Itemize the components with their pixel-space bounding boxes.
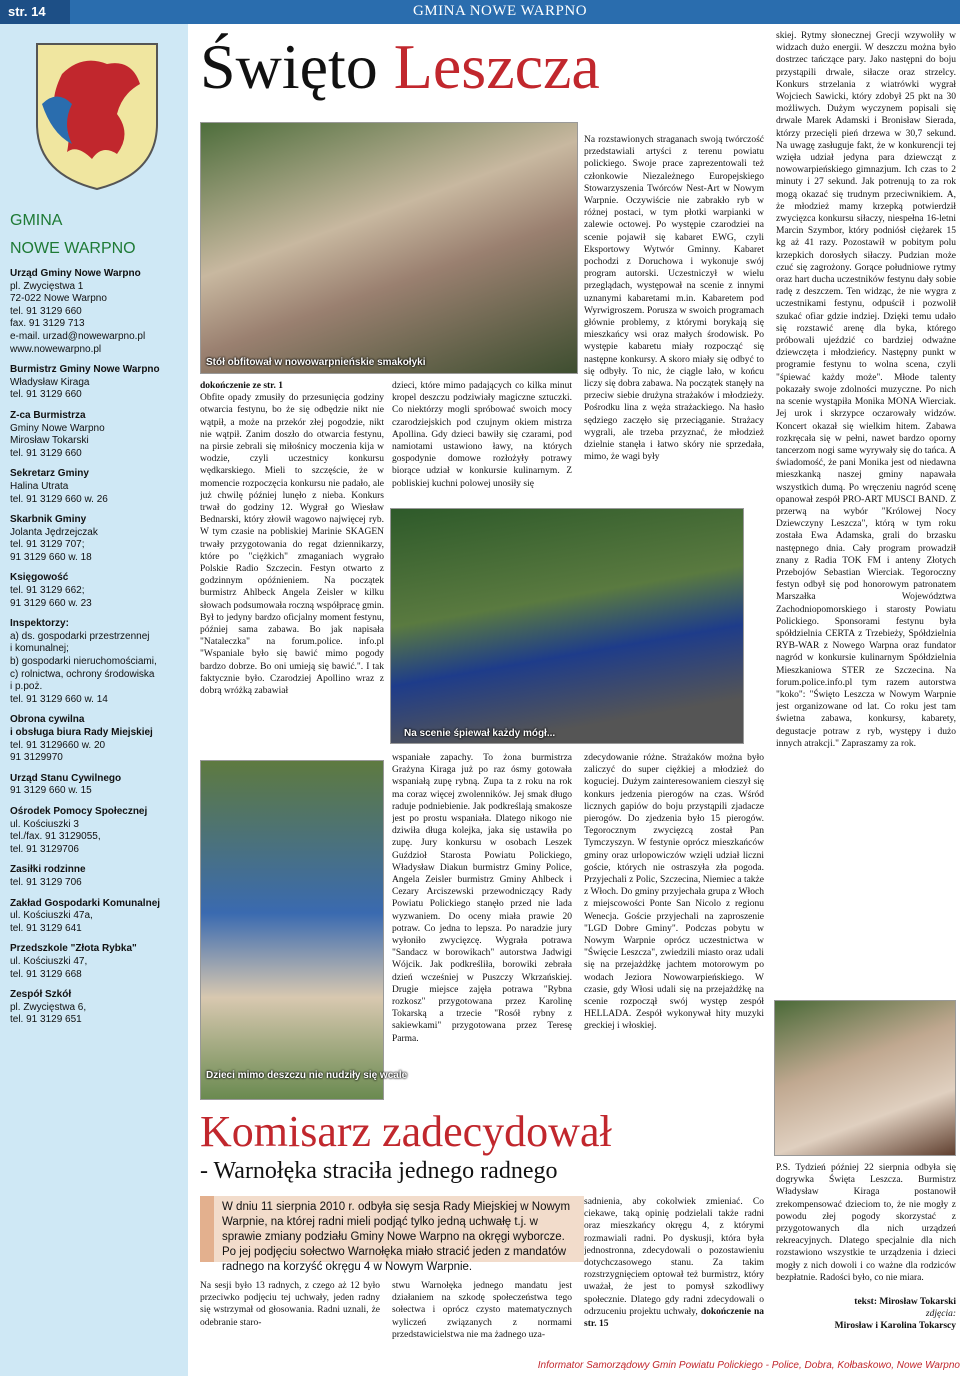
sidebar-line: Obrona cywilna xyxy=(10,714,85,726)
sidebar-line: Księgowość xyxy=(10,572,69,584)
sidebar-line xyxy=(10,460,186,468)
sidebar-line: ul. Kościuszki 3 xyxy=(10,818,79,830)
sidebar-line: tel. 91 3129 660 w. 14 xyxy=(10,693,108,705)
sidebar-line: tel. 91 3129 707; xyxy=(10,539,85,551)
sidebar-line xyxy=(10,798,186,806)
sidebar-line: Zasiłki rodzinne xyxy=(10,864,86,876)
title-part-2: Leszcza xyxy=(393,31,600,102)
sidebar-line: 91 3129 660 w. 15 xyxy=(10,785,92,797)
sidebar-line: fax. 91 3129 713 xyxy=(10,318,85,330)
sidebar-line: Przedszkole "Złota Rybka" xyxy=(10,943,137,955)
sidebar-line: e-mail. urzad@nowewarpno.pl xyxy=(10,330,146,342)
sidebar-contacts xyxy=(10,268,186,1027)
article2-subtitle: - Warnołęka straciła jednego radnego xyxy=(200,1158,558,1184)
continued-note: dokończenie na str. 15 xyxy=(584,1306,764,1330)
sidebar-line xyxy=(10,856,186,864)
sidebar-line: 72-022 Nowe Warpno xyxy=(10,293,107,305)
photo-child xyxy=(200,760,384,1100)
coat-of-arms-icon xyxy=(22,34,172,194)
article2-title: Komisarz zadecydował xyxy=(200,1107,612,1156)
sidebar-line: tel. 91 3129 660 xyxy=(10,305,82,317)
sidebar-line: i komunalnej; xyxy=(10,643,69,655)
section-title: GMINA NOWE WARPNO xyxy=(412,3,588,19)
sidebar-line: Władysław Kiraga xyxy=(10,376,90,388)
sidebar-line: 91 3129 660 w. 23 xyxy=(10,597,92,609)
article1-col3b: zdecydowanie różne. Strażaków można było zaliczyć do super ciężkiej a młodzież do koguciej. Dużym zainteresowaniem cieszył się konkurs jedzenia pierogów na czas. Wśród licznych gapiów do boju przystąpili zjadacze pierogów. Do zjedzenia było 15 pierogów. Tegorocznym zwycięzcą został Pan Tymczyszyn. W festynie oprócz mieszkańców gminy oraz urlopowiczów wzięli udział liczni goście, których nie ostraszyła zła pogoda. Przyjechali z Polic, Szczecina, Niemiec a także z Włoch. Do gminy przyjechała grupa z Włoch z miejscowości Ponte San Nicolo z regionu Wenecja. Goście przyjechali na zaproszenie "LGD Dobre Gminy". Podczas pobytu w Nowym Warpnie oprócz uczestnictwa w "Święcie Leszcza", zwiedzili miasto oraz udali się na przejażdżkę jachtem motorowym po wodach Jeziora Nowowarpieńskiego. W czasie, gdy Włosi udali się na przejażdżkę na scenie rozpoczął swój występ zespół HELLADA. Zespół wykonywał hity muzyki greckiej i włoskiej. xyxy=(584,753,764,1032)
sidebar-line: 91 3129970 xyxy=(10,752,63,764)
photo-stage xyxy=(390,508,744,744)
article1-col1: dokończenie ze str. 1 Obfite opady zmusiły do przesunięcia godziny otwarcia festynu, bo że się odbędzie nikt nie wątpił, a może na przekór złej pogodzie, nikt nie wątpił. Zanim doszło do otwarcia festynu, na pirsie zebrali się miłośnicy moczenia kija w wodzie, czyli uczestnicy konkursu wędkarskiego. Mieli to szczęście, że w momencie rozpoczęcia konkursu nie padało, ale już chwilę później lunęło z nieba. Konkurs trwał do godziny 12. Wygrał go Wiesław Bednarski, który złowił wagowo najwięcej ryb. W tym czasie na pobliskiej Marinie SKAGEN trwały przygotowania do regat dziennikarzy, które po "ciężkich" zmaganiach wygrało Polskie Radio Szczecin. Festyn otwarto z godzinnym opóźnieniem. Na początek burmistrz Ahlbeck Angela Zeisler w kilku słowach podsumowała roczną współpracę gmin. Był to jedyny bardzo oficjalny moment festynu, później sama zabawa. Bo jak napisała "Nataleczka" na forum.police. info.pl "Wspaniale było się bawić mimo pogody bardzo dobrze. Bo oni umieją się bawić.". I tak faktycznie było. Czarodziej Apollino wraz z dobrą wróżką zabawiał xyxy=(200,381,384,697)
article1-col2: dzieci, które mimo padających co kilka minut kropel deszczu podziwiały magiczne sztuczki. Co niektórzy mogli spróbować swoich mocy czarodziejskich pod czujnym okiem mistrza Apollina. Gdy dzieci bawiły się czarami, pod namiotami ustawiono ławy, na których gospodynie domowe rozłożyły potrawy biorące udział w konkursie kulinarnym. Z pobliskiej kuchni polowej unosiły się xyxy=(392,381,572,489)
sidebar-line: Inspektorzy: xyxy=(10,618,69,630)
sidebar-line: 91 3129 660 w. 18 xyxy=(10,551,92,563)
sidebar-line: Zespół Szkół xyxy=(10,989,72,1001)
sidebar-line: tel. 91 3129 706 xyxy=(10,876,82,888)
article2-lead: W dniu 11 sierpnia 2010 r. odbyła się sesja Rady Miejskiej w Nowym Warpnie, na której radni mieli podjąć tylko jedną uchwałę t.j. w sprawie zmiany podziału Gminy Nowe Warpno na okręgi wyborcze. Po jej podjęciu sołectwo Warnołęka miało stracić jeden z mandatów radnego na korzyść okręgu 4 w Nowym Warpnie. xyxy=(200,1196,584,1262)
article2-col1: Na sesji było 13 radnych, z czego aż 12 było przeciwko podjęciu tej uchwały, jeden radny się wstrzymał od głosowania. Radni uznali, że odebranie staro- xyxy=(200,1281,380,1328)
sidebar-line: tel. 91 3129 641 xyxy=(10,922,82,934)
sidebar-line xyxy=(10,981,186,989)
sidebar-line: ul. Kościuszki 47, xyxy=(10,955,88,967)
sidebar-line: tel. 91 3129706 xyxy=(10,843,79,855)
sidebar-line: tel. 91 3129 651 xyxy=(10,1014,82,1026)
sidebar-line: tel. 91 3129 660 w. 26 xyxy=(10,493,108,505)
sidebar-line: Urząd Gminy Nowe Warpno xyxy=(10,268,141,279)
sidebar-line: tel. 91 3129 660 xyxy=(10,389,82,401)
article1-col4: skiej. Rytmy słonecznej Grecji wzywoliły w widzach dużo energii. W deszczu można było dostrzec tańczące pary. Jako następni do boju przystąpili drwale, siłacze oraz strzelcy. Konkurs strzelania z wiatrówki wygrał Wojciech Sawicki, który zdobył 25 pkt na 30 możliwych. Dużym wyczynem popisali się drwale Marek Adamski i Bronisław Sierada, którzy przecięli pień drzewa w 30,7 sekund. Na uwagę zasługuje fakt, że w konkurencji tej wzięła udział jedyna para dziewcząt z nowowarpieńskiego gimnazjum. Ich czas to 2 minuty i 27 sekund. Jak potrenują to za rok mogą okazać się trudnym przeciwnikiem. A, że młodzież mamy krzepką potwierdził zwycięzca konkursu siłaczy, niespełna 16-letni Marcin Szymbor, który podniósł ciężarek 15 kg aż 41 razy. Pozostawił w pobitym polu krzepkich dorosłych siłaczy. Pudzian może czuć się zagrożony. Gorące południowe rytmy oraz hart ducha uczestników festynu dały sobie radę z deszczem. Ten widząc, że nie wygra z uczestnikami festynu, odpuścił i pozwolił szukać ofiar gdzie indziej. Dzięki temu udało się rozstawić arenę dla byka, którego próbowali ujeździć co bardziej odważne dziewczęta i młodzieńcy. Następny punkt w programie festynu to wolna scena, czyli "śpiewać każdy może". Młode talenty pokazały swoje zdolności muzyczne. Po nich na scenie wystąpiła Monika MONA Wierciak. Jej urok i skrzypce oczarowały widzów. Koncert okazał się wielkim hitem. Zabawa rozkręcała się w pełni, nawet bardzo oporny tancerzom nogi same wyrywały się do tańca. A świadomość, że pani Monika jest od niedawna mieszkanką naszej gminy napawała wszystkich dumą. Po wręczeniu nagród scenę opanował zespół PRO-ART MUSCI BAND. Z przerwą na wybór "Królowej Nocy Dziewczyny Leszcza", którą w tym roku została Ewa Adamska, grali do brzasku następnego dnia. Cały program prowadził znany z Radia TOK FM i anteny Złotych Przebojów Sebastian Wierciak. Tegoroczny festyn odbył się pod honorowym patronatem Marszałka Województwa Zachodniopomorskiego i starosty Powiatu Polickiego. Sponsorami festynu była spółdzielnia CERTA z Trzebieży, Spółdzielnia RYB-WAR z Nowego Warpna oraz fundator nagród w konkursie kulinarnym Spółdzielnia Mieszkaniowa STER ze Szczecina. Na forum.police.info.pl tym razem autorstwa "koko": "Święto Leszcza w Nowym Warpnie jest organizowane od lat. Co roku jest tam świetna zabawa, konkursy, kabarety, degustacje potraw z ryb, występy i dużo innych atrakcji." Zapraszamy za rok. xyxy=(776,31,956,749)
footer: Informator Samorządowy Gmin Powiatu Polickiego - Police, Dobra, Kołbaskowo, Nowe Warpno xyxy=(537,1360,960,1371)
sidebar-line: pl. Zwycięstwa 1 xyxy=(10,280,84,292)
photo-table xyxy=(200,122,578,374)
sidebar-line xyxy=(10,506,186,514)
caption-2: Na scenie śpiewał każdy mógł... xyxy=(404,728,556,739)
sidebar-line xyxy=(10,890,186,898)
sidebar-line: Urząd Stanu Cywilnego xyxy=(10,772,122,784)
article2-col2: stwu Warnołęka jednego mandatu jest działaniem na szkodę społeczeństwa tego sołectwa i oprócz czysto matematycznych wyliczeń związanych z normami przedstawicielstwa nie ma żadnego uza- xyxy=(392,1281,572,1340)
sidebar-line: Gminy Nowe Warpno xyxy=(10,422,105,434)
sidebar-line xyxy=(10,765,186,773)
sidebar-line: tel. 91 3129 662; xyxy=(10,585,85,597)
sidebar-line xyxy=(10,610,186,618)
title-part-1: Święto xyxy=(200,31,394,102)
sidebar-line: b) gospodarki nieruchomościami, xyxy=(10,656,157,668)
sidebar-line: Ośrodek Pomocy Społecznej xyxy=(10,805,148,817)
sidebar-line xyxy=(10,402,186,410)
sidebar-line: Sekretarz Gminy xyxy=(10,468,89,480)
sidebar-line: Zakład Gospodarki Komunalnej xyxy=(10,897,161,909)
sidebar-line: pl. Zwycięstwa 6, xyxy=(10,1001,87,1013)
sidebar-line xyxy=(10,356,186,364)
caption-3: Dzieci mimo deszczu nie nudziły się wcale xyxy=(206,1070,408,1081)
sidebar-line: tel./fax. 91 3129055, xyxy=(10,831,101,843)
sidebar-line xyxy=(10,935,186,943)
sidebar-line: Mirosław Tokarski xyxy=(10,435,89,447)
sidebar-line: Jolanta Jędrzejczak xyxy=(10,526,98,538)
article1-col2b: wspaniałe zapachy. To żona burmistrza Grażyna Kiraga już po raz ósmy gotowała wspaniałą zupę rybną. Zupa ta z roku na rok ma coraz więcej zwolenników. Jej smak długo raduje podniebienie. Jak podkreślają smakosze jest po prostu wspaniała. Dlatego nikogo nie dziwiła długa kolejka, jaka się ustawiła po zupę. Jury konkursu w osobach Leszek Guździoł Starosta Powiatu Polickiego, Władysław Diakun burmistrz Gminy Police, Angela Zeisler burmistrz Gminy Ahlbeck i Cezary Arciszewski przewodniczący Rady Powiatu Polickiego stanęło przed nie lada wyzwaniem. Do oceny miała prawie 20 potraw. Co jedna to lepsza. Po naradzie jury wyłoniło zwycięzcę. Wygrała potrawa "Sandacz w borowikach" autorstwa Jadwigi Wójcik. Jak podkreśliła, borowiki zebrała dzień wcześniej w Puszczy Wkrzańskiej. Drugie miejsce zajęła potrawa "Rybna rozkosz" przygotowana przez Karolinę Tokarską a trzecie "Rosół rybny z sakiewkami" przygotowana przez Teresę Parma. xyxy=(392,753,572,1044)
sidebar-line xyxy=(10,706,186,714)
sidebar-line: www.nowewarpno.pl xyxy=(10,343,102,355)
sidebar-line: a) ds. gospodarki przestrzennej xyxy=(10,630,150,642)
page-number: str. 14 xyxy=(0,0,70,24)
article1-col3: Na rozstawionych straganach swoją twórczość przedstawiali artyści z terenu powiatu polickiego. Swoje prace zaprezentowali też członkowie Niezależnego Europejskiego Stowarzyszenia Twórców Nest-Art w Nowym Warpnie. Oczywiście nie zabrakło ryb w różnej postaci, w tym płotki warpianki w zalewie octowej. Po występie czarodziei na scenie pojawił się kabaret EWG, czyli Eksportowy Wytwór Gminny. Kabaret pochodzi z Doruchowa i wykonuje swój program autorski. Uczestniczył w wielu przeglądach, występował na scenie z innymi uznanymi kabaretami m.in. Kabaretem pod Wyrwigroszem. Porusza w swoich programach głównie problemy, z którymi borykają się mieszkańcy wsi oraz małych środowisk. Po występie kabaretu miały rozpocząć się następne konkursy. A skoro miały się odbyć to się odbyły. To nic, że ciągle lało, w końcu liczy się dobra zabawa. Na początek stanęły na przeciw siebie drużyna strażaków i młodzieży. Pośrodku lina z węża strażackiego. Na hasło sędziego zaczęło się przeciąganie. Strażacy wygrali, ale trzeba przyznać, że młodzież dzielnie stanęła i łatwo skóry nie sprzedała, mimo, że wagi były xyxy=(584,135,764,463)
lead-bar xyxy=(200,1196,214,1262)
caption-1: Stół obfitował w nowowarpnieńskie smakołyki xyxy=(206,357,426,368)
article-title xyxy=(200,30,710,104)
sidebar-line: i obsługa biura Rady Miejskiej xyxy=(10,727,153,738)
sidebar-nowe-warpno: NOWE WARPNO xyxy=(10,240,136,257)
sidebar-line: tel. 91 3129 660 xyxy=(10,447,82,459)
sidebar-line: Z-ca Burmistrza xyxy=(10,409,86,421)
sidebar-line: Halina Utrata xyxy=(10,480,69,492)
sidebar-line xyxy=(10,564,186,572)
article2-col3: sadnienia, aby cokolwiek zmieniać. Co ciekawe, taką opinię podzielali także radni oraz mieszkańcy okręgu 4, z którymi rozmawiali radni. Po dyskusji, która była jednostronna, zdecydowali o pozostawieniu dotychczasowego stanu. Za takim rozstrzygnięciem optował też burmistrz, który uważał, że jest to pomysł szkodliwy społecznie. Dlatego gdy radni zdecydowali o odrzuceniu projektu uchwały, dokończenie na str. 15 xyxy=(584,1197,764,1330)
sidebar-line: Burmistrz Gminy Nowe Warpno xyxy=(10,364,160,376)
sidebar-line: Skarbnik Gminy xyxy=(10,514,87,526)
article2-credits: tekst: Mirosław Tokarski zdjęcia: Mirosław i Karolina Tokarscy xyxy=(834,1297,956,1332)
sidebar-gmina: GMINA xyxy=(10,212,63,229)
sidebar-line: c) rolnictwa, ochrony środowiska xyxy=(10,668,155,680)
sidebar-line: tel. 91 3129 668 xyxy=(10,968,82,980)
sidebar-line: i p.poż. xyxy=(10,681,43,693)
sidebar-line: tel. 91 3129660 w. 20 xyxy=(10,739,106,751)
article2-col4: P.S. Tydzień później 22 sierpnia odbyła się dogrywka Święta Leszcza. Burmistrz Władysław Kiraga postanowił zrekompensować dzieciom to, że nie mogły z powodu złej pogody skorzystać z przygotowanych dla nich urządzeń rekreacyjnych. Dlatego specjalnie dla nich rozstawiono wszystkie te urządzenia i dzieci mogły z nich dowoli i co ważne dla rodziców bezpłatnie. Radości było, co nie miara. xyxy=(776,1163,956,1283)
sidebar-line: ul. Kościuszki 47a, xyxy=(10,910,93,922)
photo-food xyxy=(774,1000,956,1156)
